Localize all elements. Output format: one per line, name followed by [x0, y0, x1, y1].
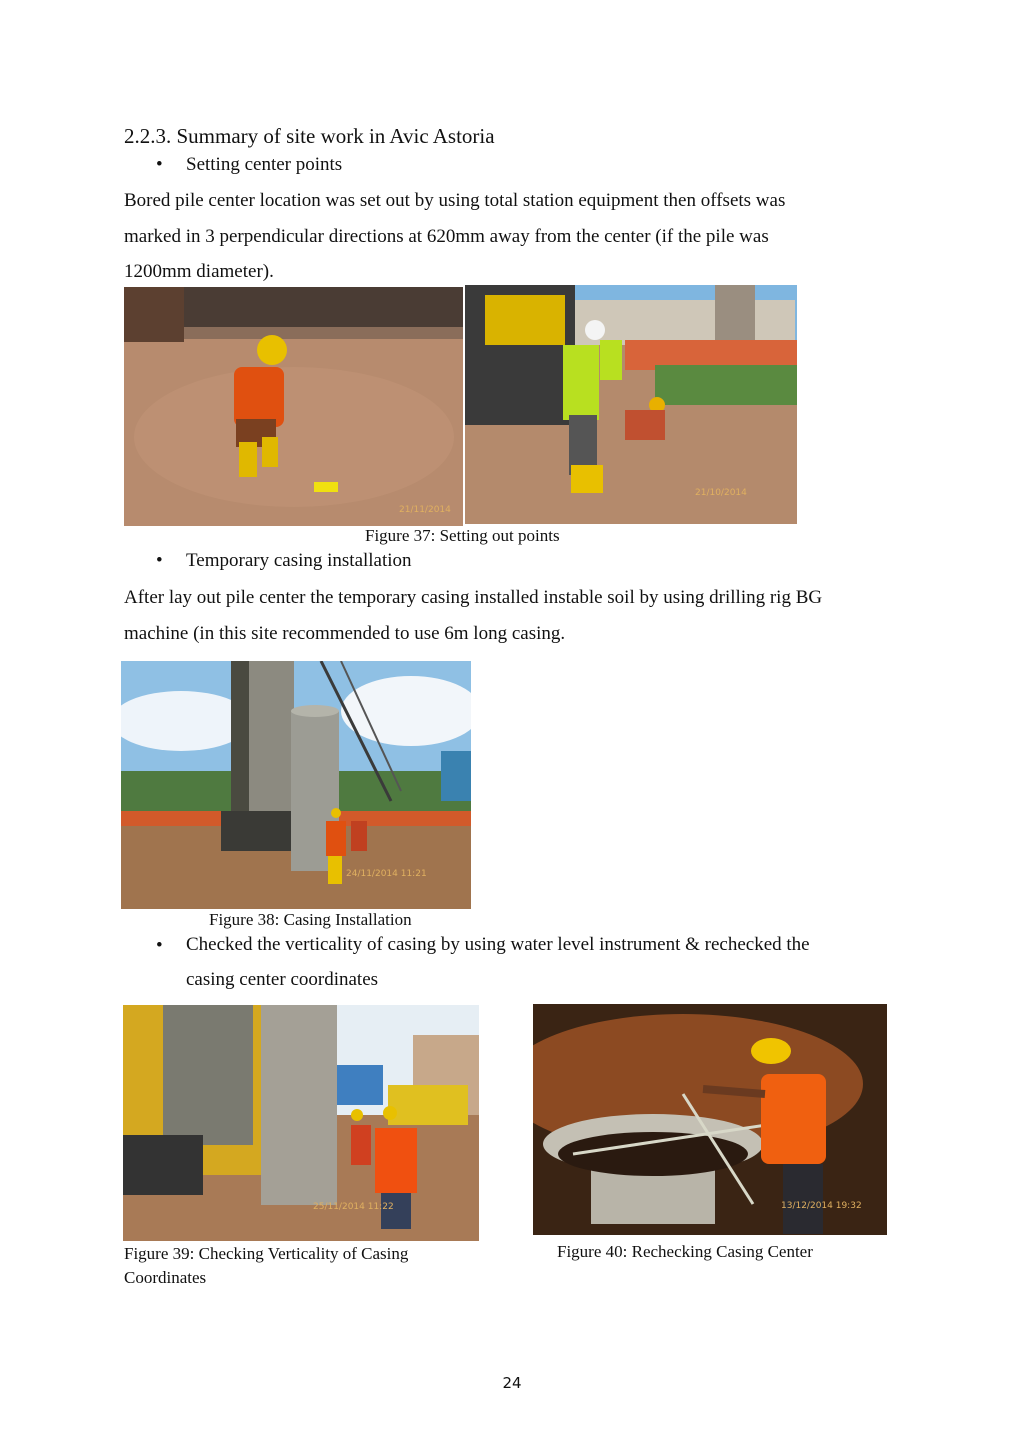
paragraph-line: machine (in this site recommended to use 6m long casing. [124, 622, 566, 644]
paragraph-line: After lay out pile center the temporary casing installed instable soil by using drilling rig BG [124, 587, 823, 608]
section-heading: 2.2.3. Summary of site work in Avic Astoria [124, 124, 495, 148]
figure-37-photo-left [124, 287, 463, 526]
figure-39-photo [123, 1005, 479, 1241]
setting-points-paragraph [124, 183, 785, 290]
bullet-text: Temporary casing installation [186, 550, 412, 571]
paragraph-line: 1200mm diameter). [124, 261, 274, 282]
svg-text:21/10/2014: 21/10/2014 [695, 488, 747, 498]
paragraph-line: Bored pile center location was set out by using total station equipment then offsets was [124, 190, 786, 211]
casing-installation-paragraph [124, 580, 822, 651]
bullet-dot: • [156, 935, 163, 956]
figure-40-photo [533, 1004, 887, 1235]
caption-line: Figure 39: Checking Verticality of Casing [124, 1244, 409, 1263]
figure-40-caption: Figure 40: Rechecking Casing Center [557, 1242, 813, 1261]
bullet-text: Setting center points [186, 154, 343, 175]
bullet-text-line: Checked the verticality of casing by using water level instrument & rechecked the [186, 934, 810, 955]
svg-text:25/11/2014 11:22: 25/11/2014 11:22 [313, 1202, 394, 1212]
figure-38-caption: Figure 38: Casing Installation [209, 910, 412, 929]
bullet-text-line: casing center coordinates [186, 969, 379, 990]
figure-37-caption: Figure 37: Setting out points [365, 526, 560, 545]
svg-text:24/11/2014 11:21: 24/11/2014 11:21 [346, 869, 427, 879]
svg-text:13/12/2014 19:32: 13/12/2014 19:32 [781, 1201, 862, 1211]
caption-line: Coordinates [124, 1268, 207, 1287]
figure-37-photo-right [465, 285, 797, 524]
page-number: 24 [502, 1374, 522, 1392]
figure-39-caption [124, 1242, 408, 1290]
paragraph-line: marked in 3 perpendicular directions at 620mm away from the center (if the pile was [124, 225, 769, 247]
bullet-dot: • [156, 550, 163, 571]
bullet-dot: • [156, 154, 163, 175]
svg-text:21/11/2014: 21/11/2014 [399, 505, 451, 515]
figure-38-photo [121, 661, 471, 909]
